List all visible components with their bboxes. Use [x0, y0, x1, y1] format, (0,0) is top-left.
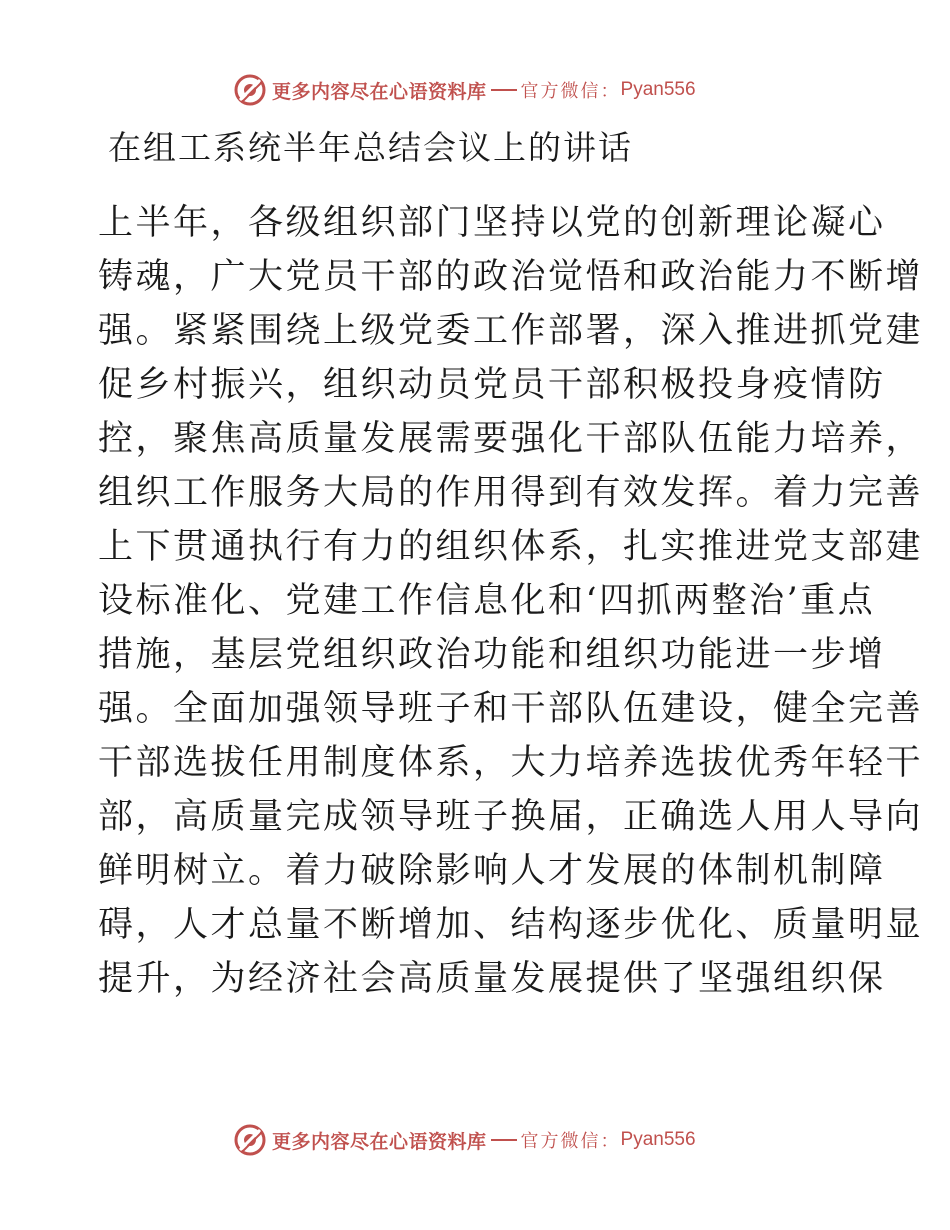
body-line: 控，聚焦高质量发展需要强化干部队伍能力培养， — [98, 419, 924, 459]
body-line: 部，高质量完成领导班子换届，正确选人用人导向 — [98, 797, 924, 837]
footer-watermark — [232, 1120, 696, 1160]
header-banner-dash — [491, 89, 517, 91]
body-line: 碍，人才总量不断增加、结构逐步优化、质量明显 — [98, 905, 924, 945]
body-line: 设标准化、党建工作信息化和‘四抓两整治’重点 — [98, 581, 876, 621]
header-watermark — [232, 70, 696, 110]
brand-logo-icon — [232, 1122, 268, 1158]
footer-banner-text: 更多内容尽在心语资料库 — [272, 1130, 487, 1153]
body-line: 促乡村振兴，组织动员党员干部积极投身疫情防 — [98, 365, 886, 405]
brand-logo-icon — [232, 72, 268, 108]
header-weixin-id: Pyan556 — [620, 79, 696, 100]
body-line: 措施，基层党组织政治功能和组织功能进一步增 — [98, 635, 886, 675]
body-line: 提升，为经济社会高质量发展提供了坚强组织保 — [98, 959, 886, 999]
body-line: 鲜明树立。着力破除影响人才发展的体制机制障 — [98, 851, 886, 891]
footer-weixin-label: 官方微信： — [520, 1131, 621, 1152]
document-title: 在组工系统半年总结会议上的讲话 — [108, 128, 633, 167]
body-line: 组织工作服务大局的作用得到有效发挥。着力完善 — [98, 473, 924, 513]
document-body — [98, 196, 924, 1006]
body-line: 强。紧紧围绕上级党委工作部署，深入推进抓党建 — [98, 311, 924, 351]
body-line: 强。全面加强领导班子和干部队伍建设，健全完善 — [98, 689, 924, 729]
footer-weixin-id: Pyan556 — [620, 1129, 696, 1150]
header-weixin-label: 官方微信： — [520, 81, 621, 102]
body-line: 铸魂，广大党员干部的政治觉悟和政治能力不断增 — [98, 257, 924, 297]
header-banner-text: 更多内容尽在心语资料库 — [272, 80, 487, 103]
body-line: 上下贯通执行有力的组织体系，扎实推进党支部建 — [98, 527, 924, 567]
footer-banner-dash — [491, 1139, 517, 1141]
body-line: 干部选拔任用制度体系，大力培养选拔优秀年轻干 — [98, 743, 924, 783]
body-line: 上半年，各级组织部门坚持以党的创新理论凝心 — [98, 203, 886, 243]
